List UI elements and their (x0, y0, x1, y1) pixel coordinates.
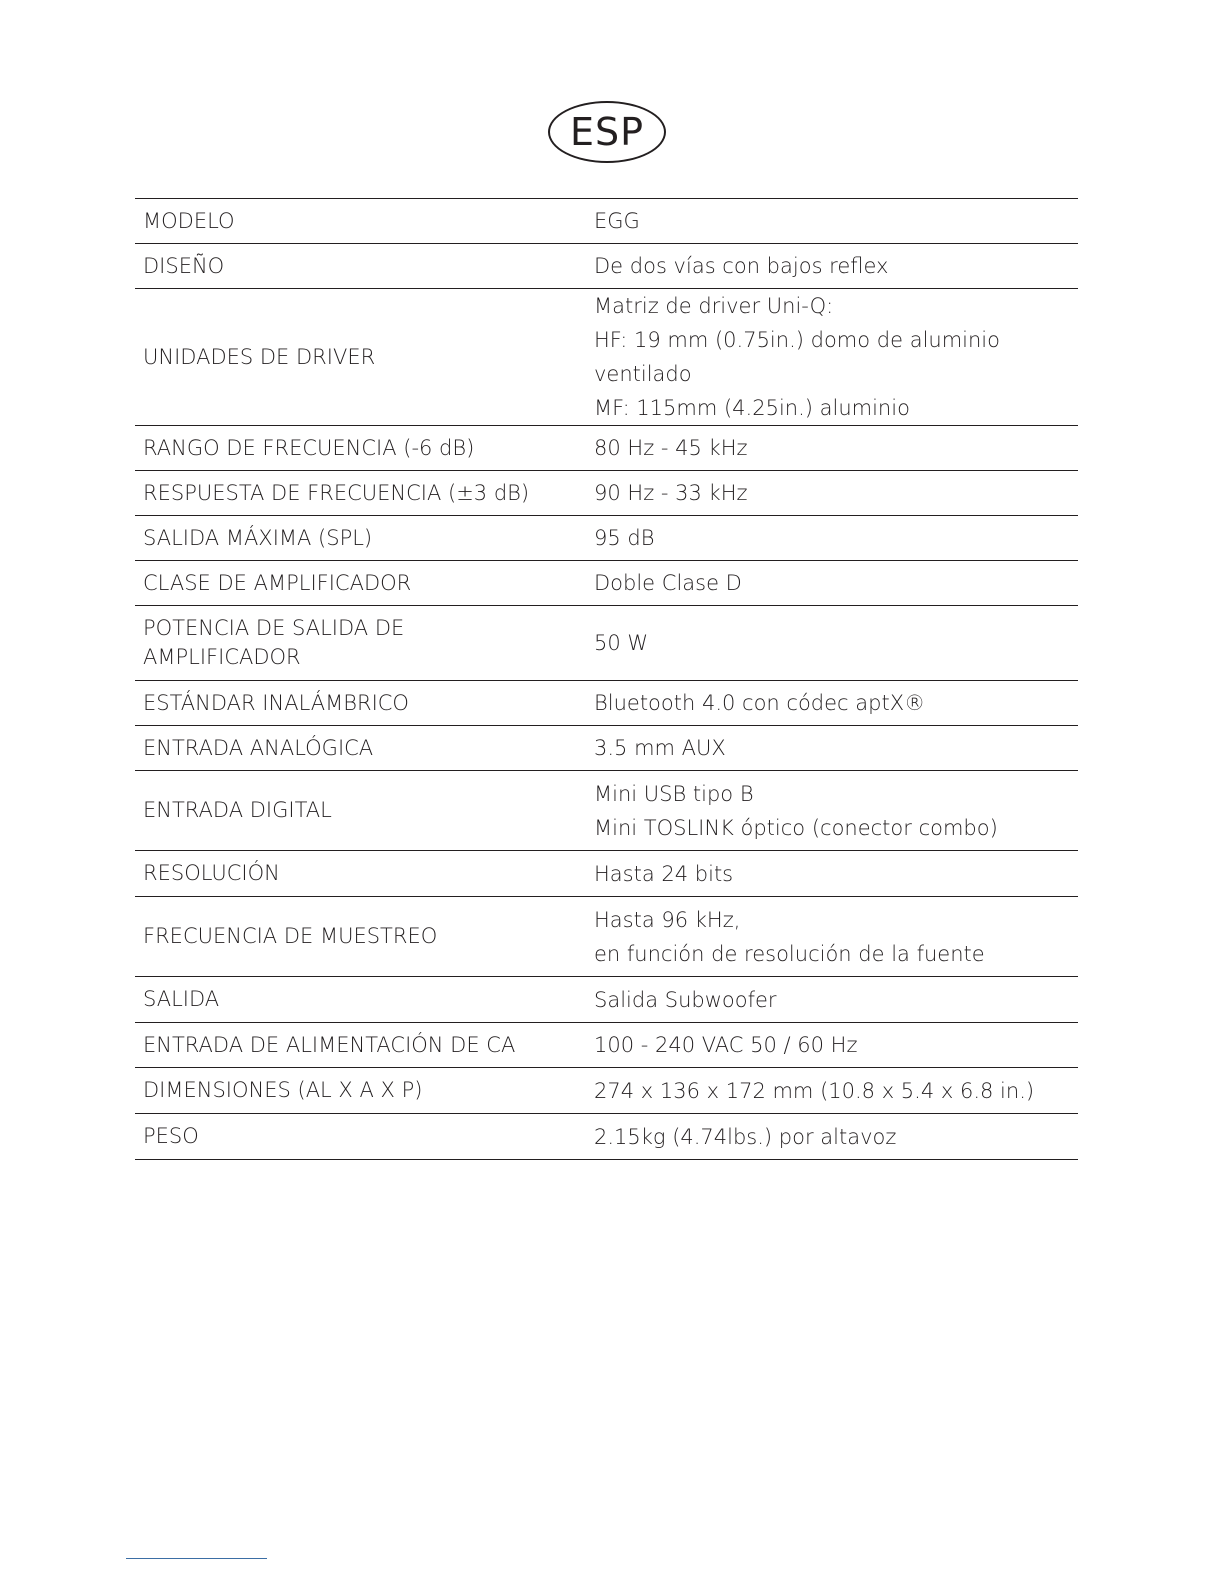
spec-row-respuesta-de-frecuencia (135, 471, 1078, 516)
spec-value (585, 199, 1078, 244)
spec-label: RESOLUCIÓN (143, 861, 280, 885)
spec-value-line: en función de resolución de la fuente (594, 941, 985, 966)
spec-label: PESO (143, 1124, 199, 1148)
spec-value-line: MF: 115mm (4.25in.) aluminio (594, 396, 910, 420)
spec-row-entrada-de-alimentacion (135, 1023, 1078, 1068)
spec-value-line: Bluetooth 4.0 con códec aptX® (594, 691, 926, 715)
spec-value (585, 471, 1078, 516)
spec-value-line: Hasta 96 kHz, (594, 907, 741, 932)
spec-table (135, 198, 1078, 1160)
spec-value (585, 606, 1078, 681)
spec-row-dimensiones (135, 1068, 1078, 1114)
spec-value-line: 274 x 136 x 172 mm (10.8 x 5.4 x 6.8 in.) (594, 1078, 1035, 1103)
spec-label: ESTÁNDAR INALÁMBRICO (143, 690, 409, 715)
spec-row-frecuencia-de-muestreo (135, 897, 1078, 977)
spec-row-diseno (135, 244, 1078, 289)
spec-label-line: AMPLIFICADOR (143, 645, 301, 669)
spec-value (585, 726, 1078, 771)
spec-row-estandar-inalambrico (135, 681, 1078, 726)
spec-value (585, 1114, 1078, 1160)
spec-label: DISEÑO (143, 253, 225, 278)
spec-value (585, 289, 1078, 426)
spec-value-line: 2.15kg (4.74lbs.) por altavoz (594, 1124, 897, 1149)
spec-row-clase-de-amplificador (135, 561, 1078, 606)
spec-label: RANGO DE FRECUENCIA (-6 dB) (143, 435, 475, 460)
spec-value-line: 80 Hz - 45 kHz (594, 436, 748, 460)
spec-row-entrada-analogica (135, 726, 1078, 771)
spec-row-modelo (135, 199, 1078, 244)
spec-value (585, 426, 1078, 471)
spec-label-line: POTENCIA DE SALIDA DE (143, 616, 405, 640)
spec-label: FRECUENCIA DE MUESTREO (143, 924, 438, 948)
spec-value-line: 90 Hz - 33 kHz (594, 481, 748, 505)
spec-value (585, 561, 1078, 606)
spec-value-line: De dos vías con bajos reflex (594, 254, 889, 278)
spec-row-peso (135, 1114, 1078, 1160)
spec-label: ENTRADA DIGITAL (143, 798, 332, 822)
spec-value-line: HF: 19 mm (0.75in.) domo de aluminio ventilado (594, 328, 1000, 386)
spec-value-line: Doble Clase D (594, 571, 742, 595)
spec-row-salida-maxima (135, 516, 1078, 561)
spec-value (585, 771, 1078, 851)
spec-value-line: Matriz de driver Uni-Q: (594, 294, 834, 318)
spec-label: MODELO (143, 208, 235, 233)
spec-value-line: 50 W (594, 631, 649, 655)
spec-value-line: Mini TOSLINK óptico (conector combo) (594, 815, 998, 840)
spec-row-rango-de-frecuencia (135, 426, 1078, 471)
spec-value-line: Mini USB tipo B (594, 781, 754, 806)
spec-value (585, 851, 1078, 897)
spec-value (585, 681, 1078, 726)
spec-row-potencia-de-salida (135, 606, 1078, 681)
spec-label: SALIDA (143, 987, 220, 1011)
language-badge: ESP (548, 101, 666, 163)
spec-row-unidades-de-driver (135, 289, 1078, 426)
spec-label: ENTRADA DE ALIMENTACIÓN DE CA (143, 1032, 516, 1057)
spec-value-line: EGG (594, 209, 640, 233)
spec-value (585, 1068, 1078, 1114)
spec-value-line: Hasta 24 bits (594, 861, 734, 886)
spec-value (585, 1023, 1078, 1068)
spec-row-entrada-digital (135, 771, 1078, 851)
spec-label: ENTRADA ANALÓGICA (143, 735, 374, 760)
spec-row-resolucion (135, 851, 1078, 897)
spec-label: CLASE DE AMPLIFICADOR (143, 570, 412, 595)
spec-label: RESPUESTA DE FRECUENCIA (±3 dB) (143, 480, 530, 505)
spec-label: DIMENSIONES (AL X A X P) (143, 1078, 423, 1102)
spec-value-line: Salida Subwoofer (594, 987, 777, 1012)
spec-row-salida (135, 977, 1078, 1023)
spec-label (135, 606, 585, 681)
spec-label: SALIDA MÁXIMA (SPL) (143, 525, 373, 550)
spec-value (585, 516, 1078, 561)
spec-value (585, 977, 1078, 1023)
spec-value-line: 3.5 mm AUX (594, 736, 726, 760)
spec-value-line: 100 - 240 VAC 50 / 60 Hz (594, 1033, 858, 1057)
spec-value (585, 244, 1078, 289)
spec-label: UNIDADES DE DRIVER (143, 344, 376, 369)
spec-value-line: 95 dB (594, 526, 655, 550)
footnote-divider (126, 1558, 267, 1559)
spec-value (585, 897, 1078, 977)
